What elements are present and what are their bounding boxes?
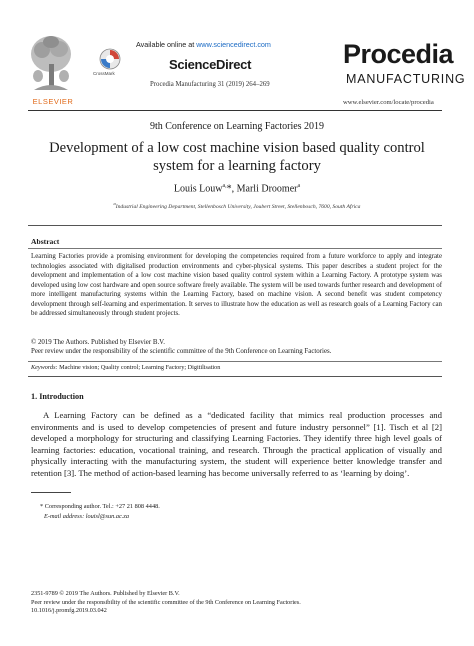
author-1: Louis Louw <box>173 183 223 195</box>
available-online-line <box>136 40 271 49</box>
journal-subtitle-manufacturing: MANUFACTURING <box>346 72 466 86</box>
issn-line: 2351-9789 © 2019 The Authors. Published by Elsevier B.V. <box>31 590 180 597</box>
affiliation <box>0 201 474 210</box>
journal-homepage-url[interactable]: www.elsevier.com/locate/procedia <box>343 99 434 106</box>
abstract-heading: Abstract <box>31 237 60 246</box>
elsevier-wordmark: ELSEVIER <box>32 97 74 106</box>
copyright-line: © 2019 The Authors. Published by Elsevier B.V. <box>31 339 165 346</box>
author-2: Marli Droomer <box>236 183 298 195</box>
crossmark-label: CrossMark <box>93 71 115 76</box>
footnote-rule <box>31 492 71 493</box>
author-1-affiliation: a, <box>222 183 227 189</box>
affiliation-marker: a <box>113 201 116 206</box>
corresponding-mark: * <box>226 183 232 195</box>
doi-line[interactable]: 10.1016/j.promfg.2019.03.042 <box>31 607 107 614</box>
elsevier-tree-logo <box>28 32 74 94</box>
available-prefix: Available online at <box>136 40 197 49</box>
keywords-line <box>31 364 220 371</box>
sciencedirect-link[interactable]: www.sciencedirect.com <box>196 40 271 49</box>
abstract-top-rule <box>28 225 442 226</box>
keywords-rule <box>28 361 442 362</box>
abstract-heading-rule <box>28 248 442 249</box>
journal-title-procedia: Procedia <box>343 39 454 69</box>
author-line <box>0 183 474 194</box>
keywords-label: Keywords: <box>31 364 58 371</box>
keywords-list: Machine vision; Quality control; Learning Factory; Digitilisation <box>59 364 221 371</box>
header-rule <box>28 110 442 111</box>
bottom-peer-review-line: Peer review under the responsibility of the scientific committee of the 9th Conference on Learning Factories. <box>31 598 301 606</box>
corresponding-author-footnote: * Corresponding author. Tel.: +27 21 808 4448. <box>40 503 160 510</box>
journal-citation: Procedia Manufacturing 31 (2019) 264–269 <box>150 81 270 88</box>
abstract-bottom-rule <box>28 376 442 377</box>
conference-name: 9th Conference on Learning Factories 2019 <box>149 121 325 132</box>
crossmark-icon[interactable] <box>99 48 121 70</box>
introduction-paragraph: A Learning Factory can be defined as a “dedicated facility that mimics real production processes and environments and is used to develop competencies of present and future industry personnel” [1]. Tisch et al [2] developed a morphology for structuring and classifying Learning Factories. They identify three high level goals of learning factories: education, vocational training, and research. Through the practical application of visually and physically interacting with the manufacturing system, the student will experience better knowledge transfer and retention [3]. The method of action-based learning has become universally referred to as ‘learning by doing’. <box>31 410 442 478</box>
author-separator: , <box>231 183 237 195</box>
paper-title: Development of a low cost machine vision based quality control system for a learning factory <box>49 140 425 174</box>
author-2-affiliation: a <box>297 183 301 189</box>
section-heading-introduction: 1. Introduction <box>31 392 84 401</box>
abstract-body: Learning Factories provide a promising environment for developing the competencies required from a future workforce to apply and integrate technologies associated with digitalised production environments and cyber-physical systems. This paper describes a student project for the development and implementation of a low cost machine vision based quality control system within a Learning Factory. A prototype system was developed using low cost hardware and open source software freely available. The system will be used towards further research and development of more intelligent manufacturing systems within the Learning Factory, based on machine vision. A second benefit was student competency development through self-learning and experimentation. It serves to illustrate how the education as well as research goals of a Learning Factory can be addressed simultaneously through student projects. <box>31 253 442 317</box>
peer-review-line: Peer review under the responsibility of the scientific committee of the 9th Conference on Learning Factories. <box>31 348 332 355</box>
email-footnote: E-mail address: louisl@sun.ac.za <box>44 513 129 520</box>
sciencedirect-wordmark: ScienceDirect <box>169 57 252 72</box>
affiliation-text: Industrial Engineering Department, Stellenbosch University, Joubert Street, Stellenbosch, 7600, South Africa <box>115 203 361 210</box>
